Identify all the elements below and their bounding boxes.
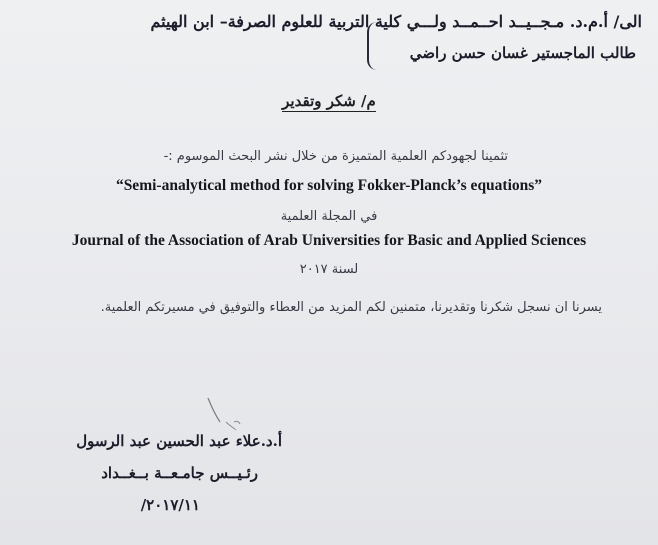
intro-text: تثمينا لجهودكم العلمية المتميزة من خلال نشر البحث الموسوم :-: [163, 149, 508, 164]
journal-name: Journal of the Association of Arab Universities for Basic and Applied Sciences: [71, 232, 587, 249]
signatory-name: أ.د.علاء عبد الحسين عبد الرسول: [76, 432, 282, 450]
journal-intro: في المجلة العلمية: [280, 209, 378, 224]
paper-title: “Semi-analytical method for solving Fokker-Planck’s equations”: [115, 177, 543, 194]
subject-heading: [0, 92, 658, 110]
subject-text: م/ شكر وتقدير: [282, 92, 376, 110]
publication-year: لسنة ٢٠١٧: [299, 262, 359, 277]
closing-text: يسرنا ان نسجل شكرنا وتقديرنا، متمنين لكم المزيد من العطاء والتوفيق في مسيرتكم العلمية.: [100, 300, 602, 315]
signatory-title: رئـيــس جامـعــة بــغــداد: [101, 464, 258, 482]
letter-date: ٢٠١٧/١١/: [140, 496, 200, 514]
recipient-line: الى/ أ.م.د. مـجــيــد احــمــد ولـــي كلية التربية للعلوم الصرفة– ابن الهيثم: [150, 12, 642, 31]
recipient-brace: [367, 22, 379, 70]
student-line: طالب الماجستير غسان حسن راضي: [409, 44, 636, 62]
